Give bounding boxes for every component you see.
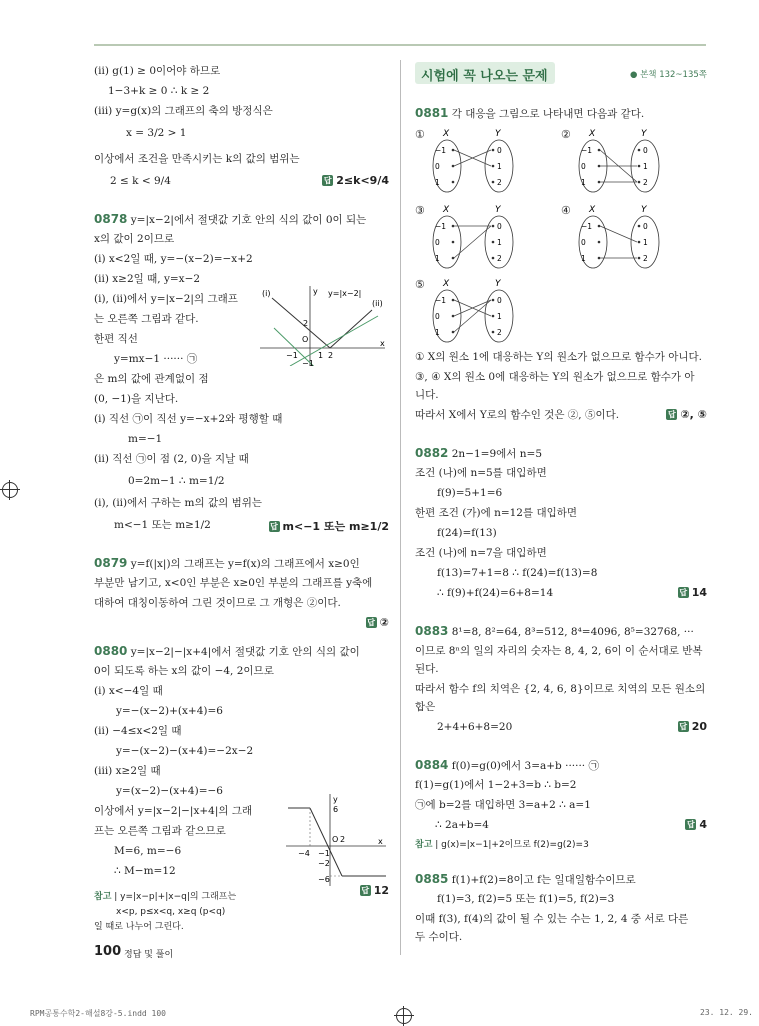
text-line: (i) 직선 ㉠이 직선 y=−x+2와 평행할 때: [94, 413, 283, 425]
set-x-label: X: [443, 205, 450, 215]
codomain-element: 2: [643, 254, 648, 263]
text-line: f(24)=f(13): [437, 527, 497, 539]
domain-dot: [598, 165, 601, 168]
diagram-label: ①: [415, 128, 425, 141]
domain-element: 0: [581, 162, 586, 171]
text-line: 이때 f(3), f(4)의 값이 될 수 있는 수는 1, 2, 4 중 서로 다른: [415, 913, 689, 925]
domain-element: 0: [435, 238, 440, 247]
domain-element: −1: [581, 222, 593, 231]
codomain-dot: [492, 181, 495, 184]
label: 2: [328, 351, 334, 360]
domain-dot: [598, 241, 601, 244]
label: −1: [318, 849, 330, 858]
diagram-svg: [429, 126, 539, 196]
text-line: f(1)=g(1)에서 1−2+3=b ∴ b=2: [415, 779, 577, 791]
diagram-svg: [575, 126, 685, 196]
text-line: 니다.: [415, 389, 439, 401]
codomain-dot: [492, 299, 495, 302]
domain-element: 1: [435, 254, 440, 263]
section-banner: 시험에 꼭 나오는 문제: [415, 62, 555, 84]
text-line: 이상에서 y=|x−2|−|x+4|의 그래: [94, 805, 253, 817]
text-line: y=−(x−2)+(x+4)=6: [116, 705, 223, 717]
domain-element: 1: [581, 178, 586, 187]
answer: 답 m<−1 또는 m≥1/2: [270, 520, 389, 533]
text-line: 된다.: [415, 663, 439, 675]
text-line: 이므로 8ⁿ의 일의 자리의 숫자는 8, 4, 2, 6이 이 순서대로 반복: [415, 645, 703, 657]
label: −4: [298, 849, 310, 858]
codomain-element: 1: [497, 238, 502, 247]
answer: 답 20: [679, 720, 707, 733]
codomain-element: 1: [497, 312, 502, 321]
diagram-svg: [575, 202, 685, 272]
set-y-label: Y: [495, 279, 501, 289]
intro-line: (ii) g(1) ≥ 0이어야 하므로: [94, 65, 221, 77]
set-y-label: Y: [641, 129, 647, 139]
domain-dot: [598, 181, 601, 184]
codomain-element: 2: [497, 254, 502, 263]
text-line: (i), (ii)에서 구하는 m의 값의 범위는: [94, 497, 263, 509]
text-line: 따라서 X에서 Y로의 함수인 것은 ②, ⑤이다.: [415, 409, 620, 421]
intro-line: 1−3+k ≥ 0 ∴ k ≥ 2: [108, 85, 210, 97]
domain-dot: [452, 181, 455, 184]
date-slug: 23. 12. 29.: [700, 1008, 753, 1017]
text-line: 대하여 대칭이동하여 그린 것이므로 그 개형은 ②이다.: [94, 597, 341, 609]
text-line: 0=2m−1 ∴ m=1/2: [128, 475, 225, 487]
text-line: 조건 (나)에 n=7을 대입하면: [415, 547, 547, 559]
codomain-element: 2: [643, 178, 648, 187]
note: 참고 | g(x)=|x−1|+2이므로 f(2)=g(2)=3: [415, 840, 589, 850]
text-line: (iii) x≥2일 때: [94, 765, 161, 777]
domain-element: 0: [581, 238, 586, 247]
domain-dot: [452, 257, 455, 260]
label: 1: [318, 351, 324, 360]
codomain-element: 2: [497, 328, 502, 337]
mapping-diagram: [415, 202, 535, 272]
text-line: (ii) −4≤x<2일 때: [94, 725, 182, 737]
domain-dot: [598, 149, 601, 152]
codomain-dot: [492, 331, 495, 334]
set-y-label: Y: [495, 205, 501, 215]
label: −6: [318, 875, 330, 884]
text-line: ∴ 2a+b=4: [435, 819, 489, 831]
text-line: ① X의 원소 1에 대응하는 Y의 원소가 없으므로 함수가 아니다.: [415, 351, 703, 363]
text-line: y=−(x−2)−(x+4)=−2x−2: [116, 745, 254, 757]
label: y: [333, 795, 338, 804]
note: 참고 | y=|x−p|+|x−q|의 그래프는: [94, 892, 237, 902]
set-x-label: X: [589, 129, 596, 139]
text-line: m<−1 또는 m≥1/2: [114, 519, 211, 531]
problem-0879-header: 0879 y=f(|x|)의 그래프는 y=f(x)의 그래프에서 x≥0인: [94, 556, 360, 570]
text-line: 0이 되도록 하는 x의 값이 −4, 2이므로: [94, 665, 274, 677]
label: y=|x−2|: [328, 289, 362, 298]
set-x-label: X: [443, 129, 450, 139]
text-line: m=−1: [128, 433, 163, 445]
label: 2: [303, 319, 309, 328]
mapping-diagram: [561, 202, 681, 272]
codomain-element: 0: [497, 146, 502, 155]
problem-0880-header: 0880 y=|x−2|−|x+4|에서 절댓값 기호 안의 식의 값이: [94, 644, 360, 658]
note-line: x<p, p≤x<q, x≥q (p<q): [116, 907, 226, 917]
set-y-label: Y: [495, 129, 501, 139]
domain-dot: [452, 331, 455, 334]
domain-dot: [452, 149, 455, 152]
text-line: 2+4+6+8=20: [437, 721, 513, 733]
codomain-dot: [492, 165, 495, 168]
text-line: ∴ M−m=12: [114, 865, 176, 877]
domain-dot: [598, 225, 601, 228]
codomain-dot: [492, 149, 495, 152]
domain-dot: [598, 257, 601, 260]
text-line: 한편 직선: [94, 333, 138, 345]
codomain-dot: [638, 241, 641, 244]
codomain-dot: [638, 165, 641, 168]
codomain-element: 0: [497, 222, 502, 231]
problem-0882-header: 0882 2n−1=9에서 n=5: [415, 446, 543, 460]
set-x-label: X: [589, 205, 596, 215]
mapping-diagram: [561, 126, 681, 196]
diagram-label: ③: [415, 204, 425, 217]
column-divider: [400, 60, 401, 955]
codomain-element: 1: [497, 162, 502, 171]
file-slug: RPM공통수학2-해설8강-5.indd 100: [30, 1009, 166, 1018]
codomain-dot: [638, 257, 641, 260]
domain-element: 0: [435, 162, 440, 171]
label: x: [380, 339, 385, 348]
problem-0885-header: 0885 f(1)+f(2)=8이고 f는 일대일함수이므로: [415, 872, 636, 886]
answer: 답 4: [686, 818, 707, 831]
problem-0878-header: 0878 y=|x−2|에서 절댓값 기호 안의 식의 값이 0이 되는: [94, 212, 367, 226]
registration-mark: [2, 482, 18, 498]
text-line: (i) x<−4일 때: [94, 685, 163, 697]
domain-element: −1: [435, 146, 447, 155]
intro-line: 이상에서 조건을 만족시키는 k의 값의 범위는: [94, 153, 300, 165]
text-line: 합은: [415, 701, 436, 713]
label: x: [378, 837, 383, 846]
intro-line: (iii) y=g(x)의 그래프의 축의 방정식은: [94, 105, 273, 117]
label: 6: [333, 805, 339, 814]
label: −1: [286, 351, 298, 360]
label: (ii): [372, 299, 383, 308]
label: −1: [302, 359, 314, 366]
domain-element: 1: [581, 254, 586, 263]
answer: 답 ②: [367, 616, 389, 629]
label: y: [313, 287, 318, 296]
text-line: 부분만 남기고, x<0인 부분은 x≥0인 부분의 그래프를 y축에: [94, 577, 373, 589]
text-line: 조건 (나)에 n=5를 대입하면: [415, 467, 547, 479]
text-line: x의 값이 2이므로: [94, 233, 175, 245]
intro-line: x = 3/2 > 1: [126, 127, 187, 139]
domain-element: −1: [581, 146, 593, 155]
domain-dot: [452, 241, 455, 244]
text-line: ③, ④ X의 원소 0에 대응하는 Y의 원소가 없으므로 함수가 아: [415, 371, 695, 383]
codomain-dot: [492, 257, 495, 260]
domain-element: 1: [435, 178, 440, 187]
text-line: 은 m의 값에 관계없이 점: [94, 373, 209, 385]
codomain-dot: [492, 241, 495, 244]
domain-element: −1: [435, 296, 447, 305]
codomain-element: 0: [497, 296, 502, 305]
text-line: (ii) 직선 ㉠이 점 (2, 0)을 지날 때: [94, 453, 249, 465]
registration-mark: [396, 1008, 412, 1024]
answer: 답 ②, ⑤: [667, 408, 707, 421]
label: (i): [262, 289, 271, 298]
text-line: y=(x−2)−(x+4)=−6: [116, 785, 223, 797]
domain-dot: [452, 299, 455, 302]
codomain-dot: [638, 225, 641, 228]
text-line: 두 수이다.: [415, 931, 463, 943]
diagram-label: ⑤: [415, 278, 425, 291]
text-line: 한편 조건 (가)에 n=12를 대입하면: [415, 507, 578, 519]
diagram-label: ②: [561, 128, 571, 141]
domain-element: 0: [435, 312, 440, 321]
note-line: 일 때로 나누어 그린다.: [94, 922, 184, 932]
text-line: (0, −1)을 지난다.: [94, 393, 179, 405]
diagram-svg: [429, 276, 539, 346]
answer: 답 12: [361, 884, 389, 897]
text-line: f(1)=3, f(2)=5 또는 f(1)=5, f(2)=3: [437, 893, 615, 905]
codomain-element: 2: [497, 178, 502, 187]
text-line: 따라서 함수 f의 치역은 {2, 4, 6, 8}이므로 치역의 모든 원소의: [415, 683, 706, 695]
problem-0881-header: 0881 각 대응을 그림으로 나타내면 다음과 같다.: [415, 106, 645, 120]
diagram-label: ④: [561, 204, 571, 217]
codomain-dot: [492, 315, 495, 318]
domain-element: −1: [435, 222, 447, 231]
page-reference: ● 본책 132~135쪽: [629, 70, 707, 80]
codomain-element: 1: [643, 238, 648, 247]
label: −2: [318, 859, 330, 868]
text-line: (ii) x≥2일 때, y=x−2: [94, 273, 201, 285]
domain-dot: [452, 315, 455, 318]
answer: 답 14: [679, 586, 707, 599]
page-label: 정답 및 풀이: [124, 950, 174, 960]
text-line: y=mx−1 ······ ㉠: [114, 353, 198, 365]
label: 2: [340, 835, 346, 844]
text-line: (i), (ii)에서 y=|x−2|의 그래프: [94, 293, 238, 305]
set-x-label: X: [443, 279, 450, 289]
codomain-dot: [492, 225, 495, 228]
top-rule: [94, 44, 706, 46]
domain-dot: [452, 165, 455, 168]
mapping-diagram: [415, 276, 535, 346]
text-line: 는 오른쪽 그림과 같다.: [94, 313, 199, 325]
problem-0883-header: 0883 8¹=8, 8²=64, 8³=512, 8⁴=4096, 8⁵=32768, ···: [415, 624, 694, 638]
domain-element: 1: [435, 328, 440, 337]
text-line: f(9)=5+1=6: [437, 487, 503, 499]
text-line: 프는 오른쪽 그림과 같으므로: [94, 825, 226, 837]
page-number: 100: [94, 944, 122, 959]
text-line: ㉠에 b=2를 대입하면 3=a+2 ∴ a=1: [415, 799, 591, 811]
codomain-dot: [638, 149, 641, 152]
label: O: [332, 835, 339, 844]
codomain-element: 0: [643, 146, 648, 155]
diagram-svg: [429, 202, 539, 272]
text-line: ∴ f(9)+f(24)=6+8=14: [437, 587, 554, 599]
codomain-element: 1: [643, 162, 648, 171]
graph-0878: [260, 286, 388, 366]
intro-line: 2 ≤ k < 9/4: [110, 175, 171, 187]
codomain-element: 0: [643, 222, 648, 231]
answer: 답 2≤k<9/4: [323, 174, 389, 187]
domain-dot: [452, 225, 455, 228]
mapping-diagram: [415, 126, 535, 196]
graph-0880: [286, 794, 390, 886]
label: O: [302, 335, 309, 344]
problem-0884-header: 0884 f(0)=g(0)에서 3=a+b ······ ㉠: [415, 758, 599, 772]
text-line: f(13)=7+1=8 ∴ f(24)=f(13)=8: [437, 567, 598, 579]
text-line: M=6, m=−6: [114, 845, 182, 857]
codomain-dot: [638, 181, 641, 184]
text-line: (i) x<2일 때, y=−(x−2)=−x+2: [94, 253, 253, 265]
set-y-label: Y: [641, 205, 647, 215]
